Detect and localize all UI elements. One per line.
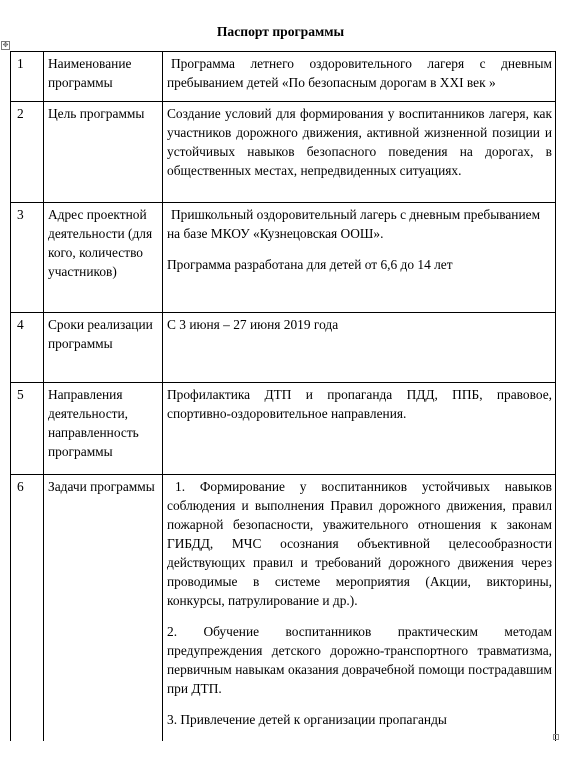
row-field-name: Адрес проектной деятельности (для кого, количество участников) <box>44 203 163 313</box>
paragraph: 3. Привлечение детей к организации пропаганды <box>167 712 447 727</box>
table-row <box>11 313 556 383</box>
row-field-value <box>163 203 556 313</box>
paragraph: 1. Формирование у воспитанников устойчивых навыков соблюдения и выполнения Правил дорожного движения, правил пожарной безопасности, уважительного отношения к законам ГИБДД, МЧС осознания объективной целесообразности действующих правил и требований дорожного движения через проводимые в системе мероприятия (Акции, викторины, конкурсы, патрулирование и др.). <box>167 479 552 608</box>
row-number: 6 <box>11 475 44 741</box>
row-field-name: Цель программы <box>44 102 163 203</box>
row-field-value <box>163 383 556 475</box>
row-field-name: Задачи программы <box>44 475 163 741</box>
row-number: 2 <box>11 102 44 203</box>
row-number: 1 <box>11 52 44 102</box>
paragraph: Пришкольный оздоровительный лагерь с дневным пребыванием на базе МКОУ «Кузнецовская ООШ». <box>167 207 541 241</box>
row-field-value <box>163 313 556 383</box>
paragraph: Профилактика ДТП и пропаганда ПДД, ППБ, правовое, спортивно-оздоровительное направления. <box>167 387 552 421</box>
row-field-name: Наименование программы <box>44 52 163 102</box>
row-field-value <box>163 102 556 203</box>
table-row <box>11 203 556 313</box>
row-field-name: Сроки реализации программы <box>44 313 163 383</box>
row-number: 4 <box>11 313 44 383</box>
table-row <box>11 102 556 203</box>
paragraph: Создание условий для формирования у воспитанников лагеря, как участников дорожного движения, активной жизненной позиции и устойчивых навыков безопасного поведения на дорогах, в общественных местах, непредвиденных ситуациях. <box>167 106 552 178</box>
paragraph: Программа летнего оздоровительного лагеря с дневным пребыванием детей «По безопасным дорогам в XXI век » <box>167 56 552 90</box>
paragraph: Программа разработана для детей от 6,6 до 14 лет <box>167 257 453 272</box>
program-passport-table <box>10 51 556 741</box>
table-row <box>11 475 556 741</box>
paragraph: С 3 июня – 27 июня 2019 года <box>167 317 339 332</box>
table-move-handle-icon[interactable]: ✥ <box>2 41 9 49</box>
page-title: Паспорт программы <box>216 24 345 39</box>
row-field-value <box>163 52 556 102</box>
paragraph: 2. Обучение воспитанников практическим методам предупреждения детского дорожно-транспортного травматизма, первичным навыкам оказания доврачебной помощи пострадавшим при ДТП. <box>167 624 552 696</box>
row-number: 3 <box>11 203 44 313</box>
table-resize-handle-icon[interactable] <box>553 734 559 740</box>
table-row <box>11 383 556 475</box>
row-field-value <box>163 475 556 741</box>
table-row <box>11 52 556 102</box>
row-field-name: Направления деятельности, направленность программы <box>44 383 163 475</box>
row-number: 5 <box>11 383 44 475</box>
